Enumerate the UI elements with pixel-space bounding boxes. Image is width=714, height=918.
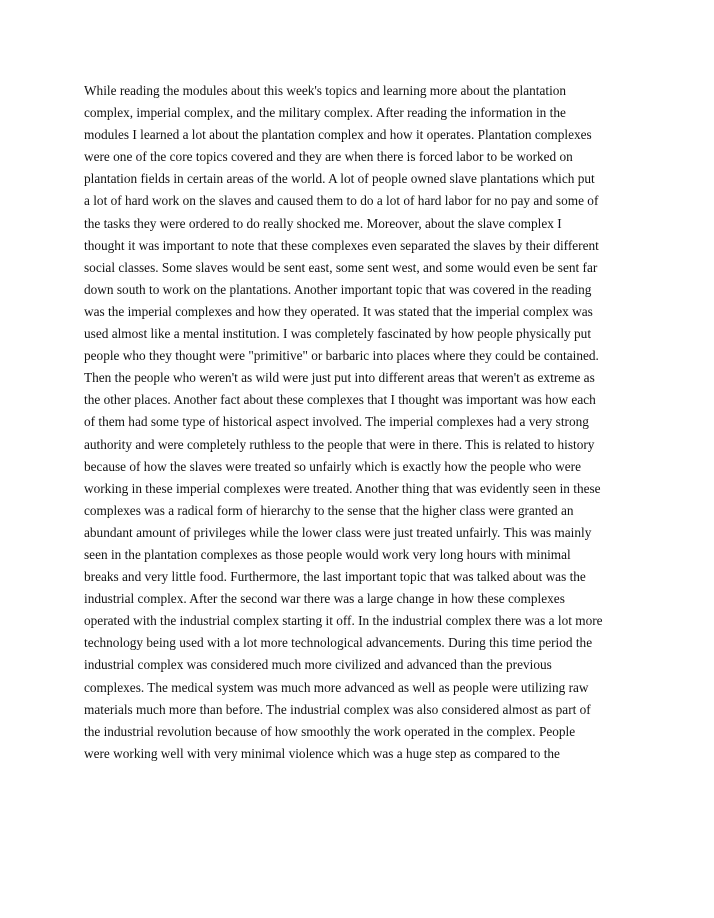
text-line: were working well with very minimal violence which was a huge step as compared to the bbox=[84, 745, 560, 761]
essay-paragraph bbox=[84, 80, 644, 765]
text-line: technology being used with a lot more technological advancements. During this time period the bbox=[84, 635, 593, 651]
text-line: seen in the plantation complexes as those people would work very long hours with minimal bbox=[84, 546, 571, 562]
text-line: While reading the modules about this week's topics and learning more about the plantation bbox=[84, 83, 567, 98]
text-line: complex, imperial complex, and the military complex. After reading the information in the bbox=[84, 105, 566, 121]
text-line: thought it was important to note that these complexes even separated the slaves by their different bbox=[84, 237, 599, 253]
text-line: abundant amount of privileges while the lower class were just treated unfairly. This was mainly bbox=[84, 524, 592, 540]
text-line: complexes. The medical system was much more advanced as well as people were utilizing raw bbox=[84, 679, 589, 695]
text-line: plantation fields in certain areas of the world. A lot of people owned slave plantations which put bbox=[84, 171, 595, 187]
text-line: a lot of hard work on the slaves and caused them to do a lot of hard labor for no pay and some of bbox=[84, 193, 599, 209]
text-line: used almost like a mental institution. I was completely fascinated by how people physically put bbox=[84, 326, 592, 342]
text-line: industrial complex. After the second war there was a large change in how these complexes bbox=[84, 591, 565, 607]
text-line: working in these imperial complexes were treated. Another thing that was evidently seen in these bbox=[84, 480, 601, 496]
text-line: down south to work on the plantations. Another important topic that was covered in the reading bbox=[84, 281, 592, 297]
text-line: breaks and very little food. Furthermore, the last important topic that was talked about was the bbox=[84, 569, 586, 585]
text-line: the industrial revolution because of how smoothly the work operated in the complex. People bbox=[84, 723, 576, 739]
text-line: materials much more than before. The industrial complex was also considered almost as part of bbox=[84, 701, 591, 717]
text-line: industrial complex was considered much more civilized and advanced than the previous bbox=[84, 657, 552, 673]
text-line: Then the people who weren't as wild were just put into different areas that weren't as extreme as bbox=[84, 370, 595, 386]
text-line: authority and were completely ruthless to the people that were in there. This is related to history bbox=[84, 436, 595, 452]
text-line: operated with the industrial complex starting it off. In the industrial complex there was a lot more bbox=[84, 613, 603, 629]
text-line: modules I learned a lot about the plantation complex and how it operates. Plantation complexes bbox=[84, 127, 592, 143]
text-line: because of how the slaves were treated so unfairly which is exactly how the people who were bbox=[84, 458, 581, 474]
text-line: the other places. Another fact about these complexes that I thought was important was how each bbox=[84, 392, 596, 408]
text-line: people who they thought were "primitive" or barbaric into places where they could be contained. bbox=[84, 348, 599, 364]
text-line: the tasks they were ordered to do really shocked me. Moreover, about the slave complex I bbox=[84, 215, 562, 231]
text-line: were one of the core topics covered and they are when there is forced labor to be worked on bbox=[84, 149, 573, 165]
text-line: complexes was a radical form of hierarchy to the sense that the higher class were granted an bbox=[84, 502, 574, 518]
text-line: was the imperial complexes and how they operated. It was stated that the imperial complex was bbox=[84, 303, 593, 319]
text-line: of them had some type of historical aspect involved. The imperial complexes had a very strong bbox=[84, 414, 589, 430]
text-line: social classes. Some slaves would be sent east, some sent west, and some would even be sent far bbox=[84, 259, 598, 275]
